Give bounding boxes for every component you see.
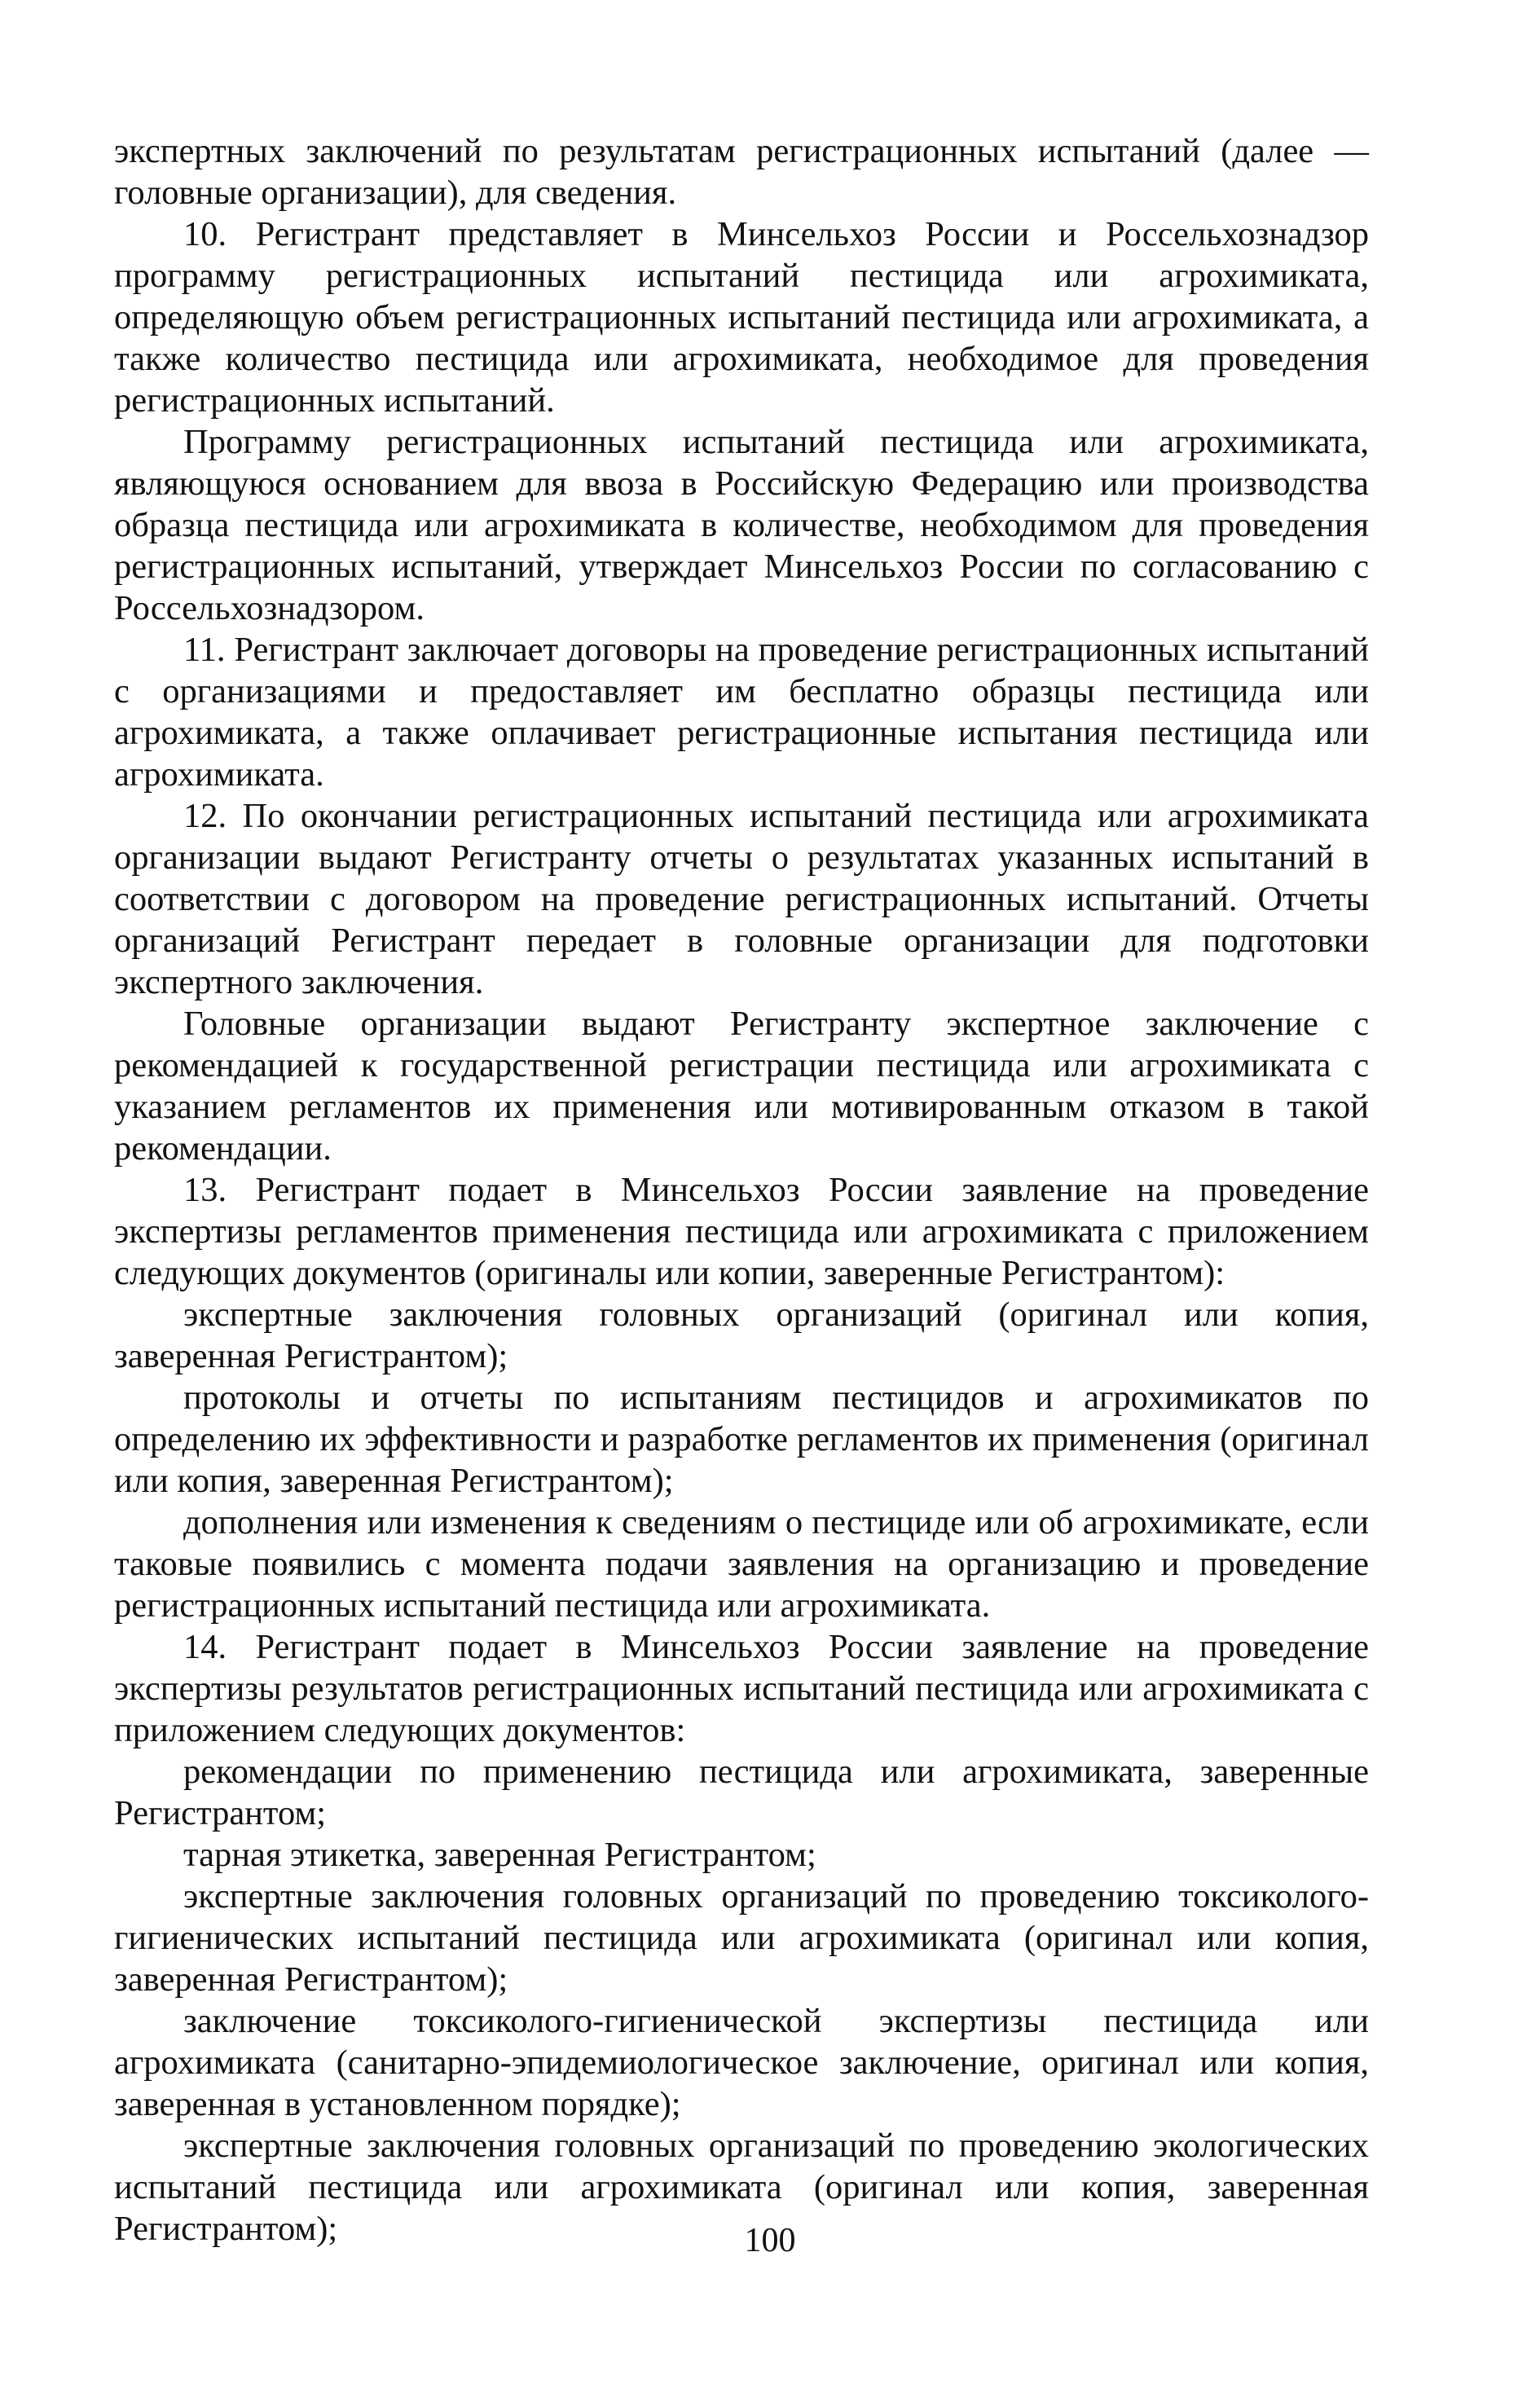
list-item-toxicological-expertise: заключение токсиколого-гигиенической экспертизы пестицида или агрохимиката (санитарно-эпидемиологическое заключение, оригинал или копия, заверенная в установленном порядке); bbox=[114, 2002, 1369, 2123]
list-item-ecological-conclusions: экспертные заключения головных организаций по проведению экологических испытаний пестицида или агрохимиката (оригинал или копия, заверенная Регистрантом); bbox=[114, 2127, 1369, 2248]
list-item-protocols: протоколы и отчеты по испытаниям пестицидов и агрохимикатов по определению их эффективности и разработке регламентов их применения (оригинал или копия, заверенная Регистрантом); bbox=[114, 1379, 1369, 1500]
list-item-label: тарная этикетка, заверенная Регистрантом; bbox=[183, 1836, 816, 1874]
paragraph-item-12: 12. По окончании регистрационных испытаний пестицида или агрохимиката организации выдают Регистранту отчеты о результатах указанных испытаний в соответствии с договором на проведение регистрационных испытаний. Отчеты организаций Регистрант передает в головные организации для подготовки экспертного заключения. bbox=[114, 797, 1369, 1001]
list-item-toxicological-conclusions: экспертные заключения головных организаций по проведению токсиколого-гигиенических испытаний пестицида или агрохимиката (оригинал или копия, заверенная Регистрантом); bbox=[114, 1877, 1369, 1999]
paragraph-program: Программу регистрационных испытаний пестицида или агрохимиката, являющуюся основанием для ввоза в Российскую Федерацию или производства образца пестицида или агрохимиката в количестве, необходимом для проведения регистрационных испытаний, утверждает Минсельхоз России по согласованию с Россельхознадзором. bbox=[114, 423, 1369, 627]
document-page bbox=[114, 130, 1369, 2250]
paragraph-head-orgs: Головные организации выдают Регистранту экспертное заключение с рекомендацией к государственной регистрации пестицида или агрохимиката с указанием регламентов их применения или мотивированным отказом в такой рекомендации. bbox=[114, 1005, 1369, 1168]
list-item-recommendations: рекомендации по применению пестицида или агрохимиката, заверенные Регистрантом; bbox=[114, 1753, 1369, 1832]
list-item-expert-conclusions: экспертные заключения головных организаций (оригинал или копия, заверенная Регистрантом); bbox=[114, 1295, 1369, 1375]
paragraph-item-14: 14. Регистрант подает в Минсельхоз России заявление на проведение экспертизы результатов регистрационных испытаний пестицида или агрохимиката с приложением следующих документов: bbox=[114, 1628, 1369, 1749]
page-number: 100 bbox=[744, 2222, 796, 2259]
paragraph-item-13: 13. Регистрант подает в Минсельхоз России заявление на проведение экспертизы регламентов применения пестицида или агрохимиката с приложением следующих документов (оригиналы или копии, заверенные Регистрантом): bbox=[114, 1171, 1369, 1292]
paragraph-item-11: 11. Регистрант заключает договоры на проведение регистрационных испытаний с организациями и предоставляет им бесплатно образцы пестицида или агрохимиката, а также оплачивает регистрационные испытания пестицида или агрохимиката. bbox=[114, 631, 1369, 794]
list-item-additions: дополнения или изменения к сведениям о пестициде или об агрохимикате, если таковые появились с момента подачи заявления на организацию и проведение регистрационных испытаний пестицида или агрохимиката. bbox=[114, 1503, 1369, 1625]
paragraph-item-10: 10. Регистрант представляет в Минсельхоз России и Россельхознадзор программу регистрационных испытаний пестицида или агрохимиката, определяющую объем регистрационных испытаний пестицида или агрохимиката, а также количество пестицида или агрохимиката, необходимое для проведения регистрационных испытаний. bbox=[114, 215, 1369, 420]
paragraph-continuation: экспертных заключений по результатам регистрационных испытаний (далее — головные организации), для сведения. bbox=[114, 132, 1369, 212]
